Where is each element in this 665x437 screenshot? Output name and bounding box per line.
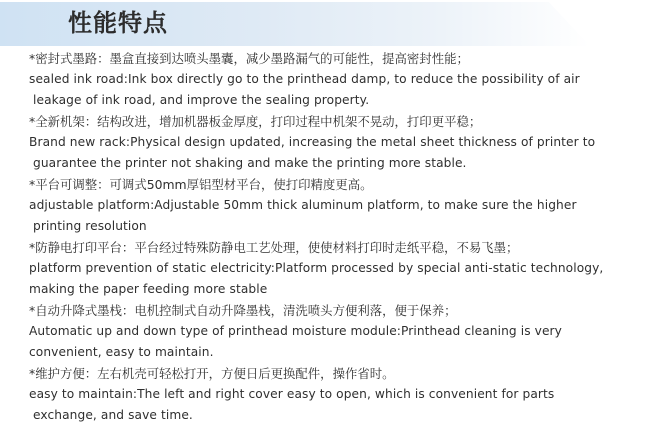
feature-list <box>29 48 657 426</box>
feature-cn-text: *密封式墨路：墨盒直接到达喷头墨囊，减少墨路漏气的可能性，提高密封性能； <box>29 51 469 66</box>
feature-item-brand-new-rack <box>29 111 657 174</box>
feature-en-line: platform prevention of static electricity:Platform processed by special anti-static technology, <box>29 261 604 275</box>
feature-en-line: printing resolution <box>33 219 147 233</box>
feature-cn-text: *平台可调整：可调式50mm厚铝型材平台，使打印精度更高。 <box>29 177 373 192</box>
feature-en-line: exchange, and save time. <box>33 408 193 422</box>
feature-en-line: adjustable platform:Adjustable 50mm thick aluminum platform, to make sure the higher <box>29 198 577 212</box>
feature-cn-text: *维护方便：左右机壳可轻松打开，方便日后更换配件，操作省时。 <box>29 366 395 381</box>
feature-cn-text: *防静电打印平台：平台经过特殊防静电工艺处理，使使材料打印时走纸平稳，不易飞墨； <box>29 240 519 255</box>
feature-en-line: easy to maintain:The left and right cover easy to open, which is convenient for parts <box>29 387 555 401</box>
feature-item-easy-maintain <box>29 363 657 426</box>
feature-cn-text: *自动升降式墨栈：电机控制式自动升降墨栈，清洗喷头方便利落，便于保养； <box>29 303 457 318</box>
feature-cn-text: *全新机架：结构改进，增加机器板金厚度，打印过程中机架不晃动，打印更平稳； <box>29 114 482 129</box>
feature-en-line: Automatic up and down type of printhead moisture module:Printhead cleaning is very <box>29 324 562 338</box>
feature-en-line: convenient, easy to maintain. <box>29 345 214 359</box>
page-title: 性能特点 <box>68 9 168 37</box>
feature-en-line: making the paper feeding more stable <box>29 282 268 296</box>
feature-item-auto-ink-stack <box>29 300 657 363</box>
feature-item-adjustable-platform <box>29 174 657 237</box>
feature-item-sealed-ink-road <box>29 48 657 111</box>
feature-en-line: leakage of ink road, and improve the sealing property. <box>33 93 370 107</box>
feature-en-line: Brand new rack:Physical design updated, increasing the metal sheet thickness of printer to <box>29 135 596 149</box>
feature-item-anti-static-platform <box>29 237 657 300</box>
feature-en-line: guarantee the printer not shaking and make the printing more stable. <box>33 156 467 170</box>
feature-en-line: sealed ink road:Ink box directly go to the printhead damp, to reduce the possibility of air <box>29 72 580 86</box>
